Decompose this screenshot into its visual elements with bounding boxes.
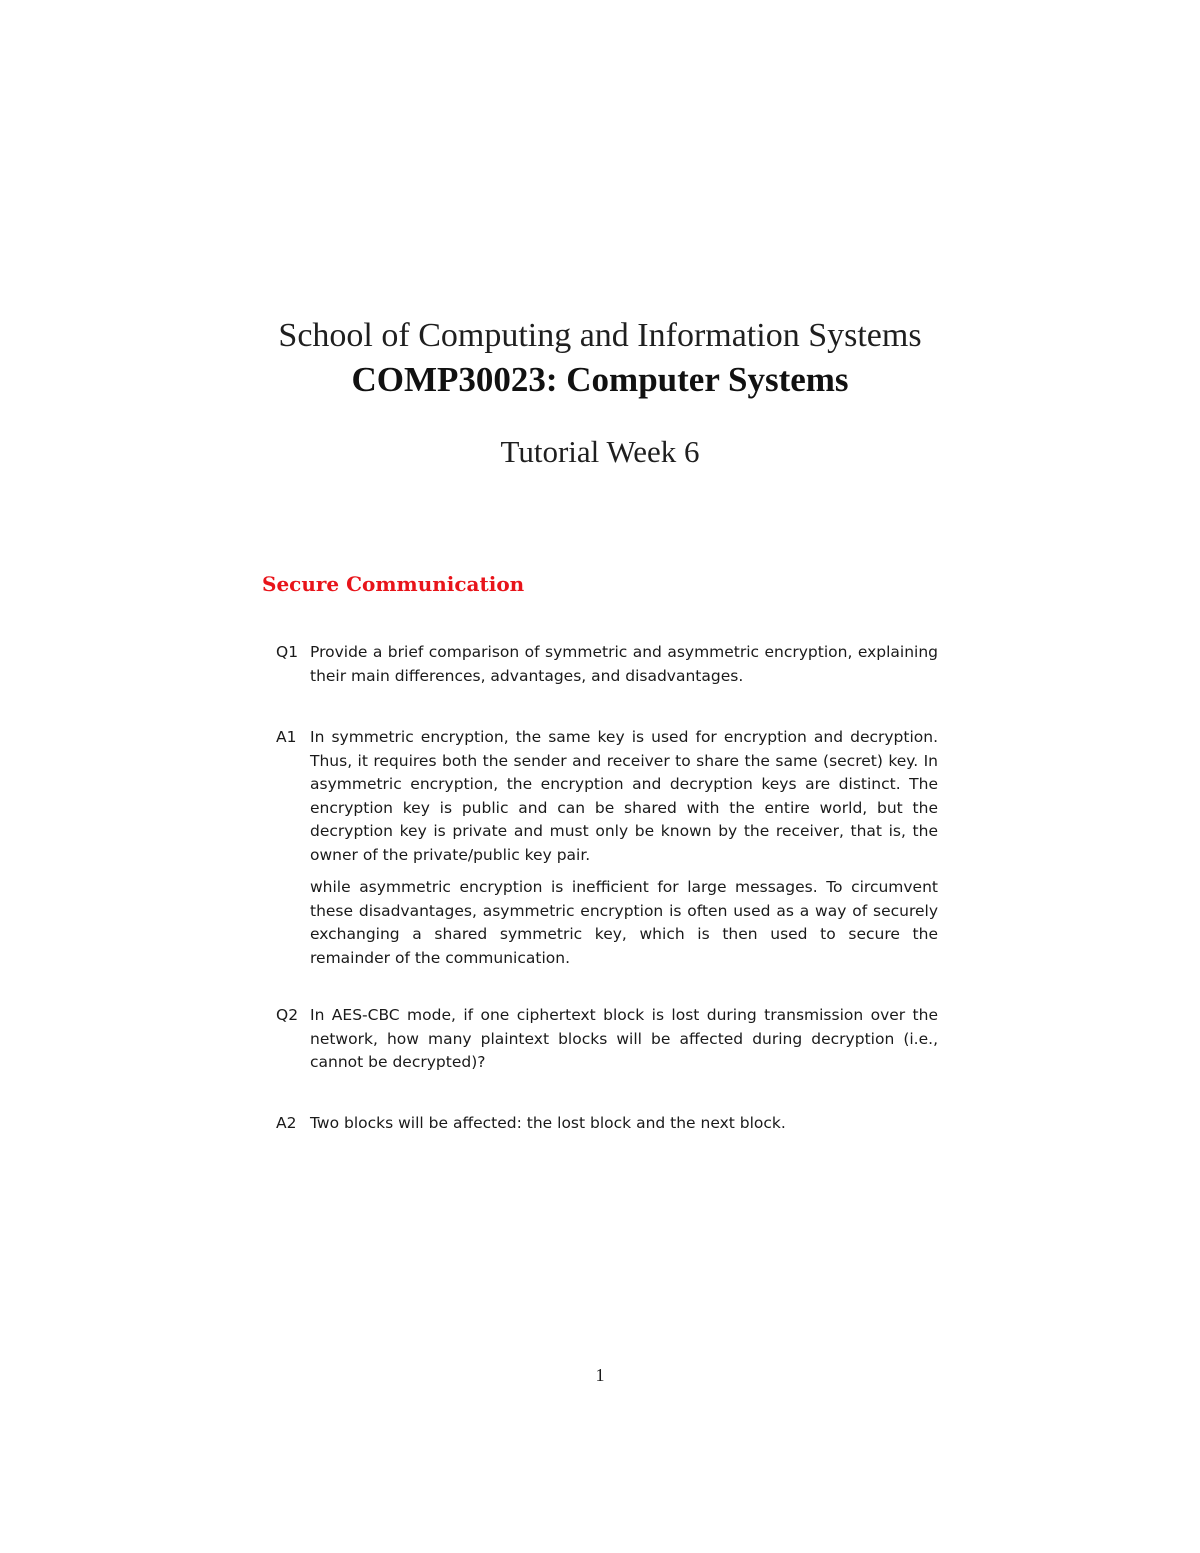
question-1 <box>262 641 938 688</box>
answer-label: A2 <box>276 1114 297 1132</box>
answer-paragraph: while asymmetric encryption is inefficient for large messages. To circumvent these disadvantages, asymmetric encryption is often used as a way of securely exchanging a shared symmetric key, which is then used to secure the remainder of the communication. <box>310 878 938 967</box>
answer-paragraph: In symmetric encryption, the same key is used for encryption and decryption. Thus, it requires both the sender and receiver to share the same (secret) key. In asymmetric encryption, the encryption and decryption keys are distinct. The encryption key is public and can be shared with the entire world, but the decryption key is private and must only be known by the receiver, that is, the owner of the private/public key pair. <box>310 728 938 864</box>
answer-paragraph: Two blocks will be affected: the lost block and the next block. <box>310 1114 786 1132</box>
question-text: Provide a brief comparison of symmetric and asymmetric encryption, explaining their main differences, advantages, and disadvantages. <box>310 643 938 685</box>
page-number: 1 <box>595 1365 605 1385</box>
course-title: COMP30023: Computer Systems <box>351 360 849 399</box>
answer-1 <box>262 726 938 970</box>
question-text: In AES-CBC mode, if one ciphertext block is lost during transmission over the network, how many plaintext blocks will be affected during decryption (i.e., cannot be decrypted)? <box>310 1006 938 1071</box>
question-label: Q2 <box>276 1006 299 1024</box>
question-label: Q1 <box>276 643 299 661</box>
answer-2 <box>262 1112 938 1136</box>
answer-label: A1 <box>276 728 297 746</box>
school-name: School of Computing and Information Systems <box>278 317 922 354</box>
section-heading: Secure Communication <box>262 572 525 596</box>
tutorial-week: Tutorial Week 6 <box>500 434 700 469</box>
question-2 <box>262 1004 938 1075</box>
